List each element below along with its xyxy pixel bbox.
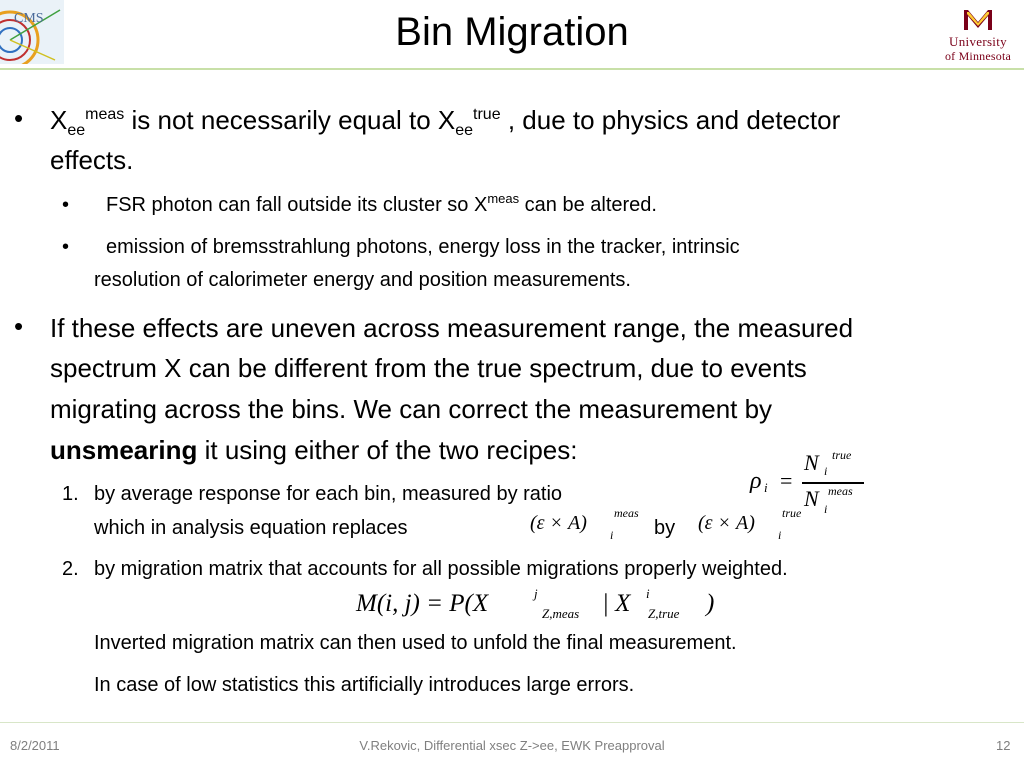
- footer-center: V.Rekovic, Differential xsec Z->ee, EWK Preapproval: [359, 738, 665, 753]
- university-logo: [936, 8, 1020, 68]
- eps-a-true: (ε × A) true i: [698, 506, 802, 542]
- umn-m-icon: [964, 8, 992, 32]
- slide-title: Bin Migration: [395, 10, 629, 54]
- sub-bullet-1: FSR photon can fall outside its cluster so $X^{meas}$ can be altered.: [106, 191, 657, 216]
- bullet-2-line2: spectrum X can be different from the true spectrum, due to events: [50, 353, 807, 383]
- sub-bullet-dot: •: [62, 194, 70, 216]
- bullet-2-line3: migrating across the bins. We can correct the measurement by: [50, 394, 773, 424]
- sub-bullet-dot: •: [62, 236, 70, 258]
- bullet-2-line4: unsmearing it using either of the two recipes:: [50, 435, 578, 465]
- numbered-1-line1: by average response for each bin, measured by ratio: [94, 483, 563, 505]
- footer-page-number: 12: [996, 738, 1011, 753]
- bullet-dot: •: [14, 311, 24, 341]
- bullet-dot: •: [14, 103, 24, 133]
- numbered-1-line2: which in analysis equation replaces: [94, 517, 408, 539]
- paragraph-inverted: Inverted migration matrix can then used to unfold the final measurement.: [94, 632, 737, 654]
- footer-divider: [0, 722, 1024, 723]
- footer-date: 8/2/2011: [10, 738, 60, 753]
- bullet-2-line1: If these effects are uneven across measurement range, the measured: [50, 313, 854, 343]
- sub-bullet-2-line1: emission of bremsstrahlung photons, energy loss in the tracker, intrinsic: [106, 236, 740, 258]
- umn-line1: University: [949, 34, 1007, 49]
- sub-bullet-2-line2: resolution of calorimeter energy and position measurements.: [94, 269, 631, 291]
- header-divider: [0, 68, 1024, 70]
- numbered-2-line1: by migration matrix that accounts for all possible migrations properly weighted.: [94, 558, 788, 580]
- svg-text:CMS: CMS: [14, 11, 44, 26]
- bullet-1-line2: effects.: [50, 145, 134, 175]
- paragraph-low-stats: In case of low statistics this artificially introduces large errors.: [94, 674, 635, 696]
- list-number: 2.: [62, 558, 79, 580]
- migration-matrix-equation: M(i, j) = P(X j Z,meas | X i Z,true ): [356, 586, 715, 621]
- eps-a-meas: (ε × A) meas i: [530, 506, 639, 542]
- bullet-1-line1: $X_{ee}^{meas}$ is not necessarily equal to $X_{ee}^{true}$ , due to physics and detector: [50, 105, 841, 139]
- by-word: by: [654, 517, 676, 539]
- list-number: 1.: [62, 483, 79, 505]
- umn-line2: of Minnesota: [944, 49, 1012, 63]
- rho-equation: ρ i = N true i N meas i: [742, 450, 872, 522]
